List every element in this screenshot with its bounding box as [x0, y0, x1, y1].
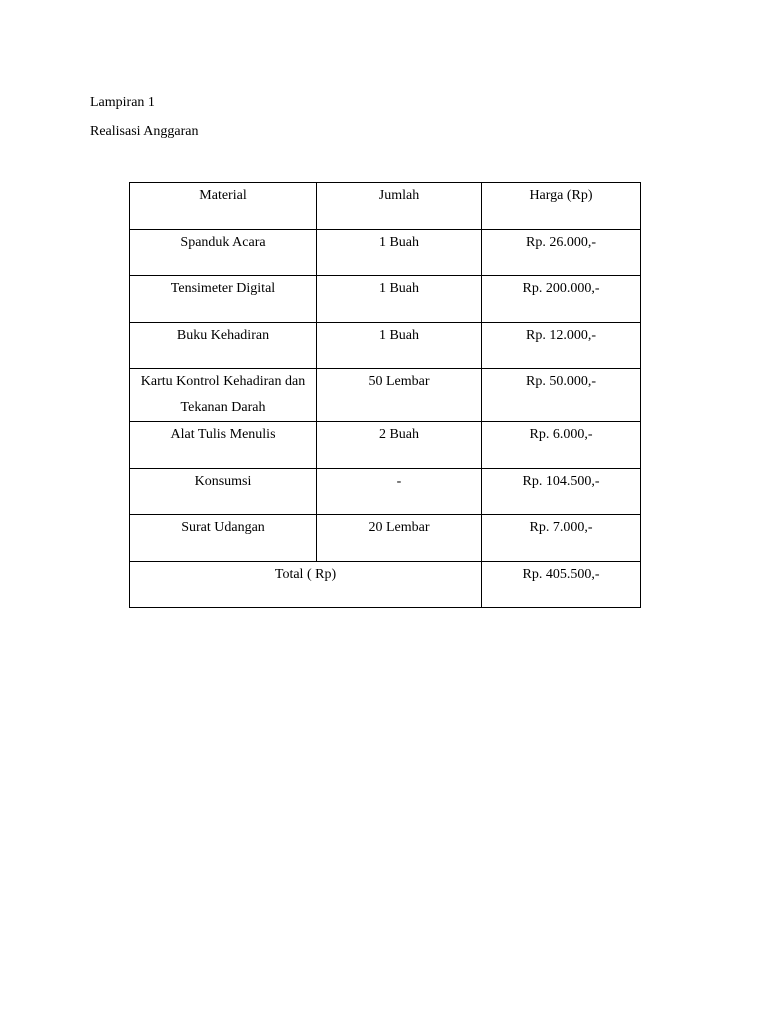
cell-jumlah: 50 Lembar: [317, 369, 482, 422]
header-jumlah: Jumlah: [317, 183, 482, 230]
table-row: [130, 276, 641, 323]
total-value: Rp. 405.500,-: [482, 561, 641, 608]
cell-material: Tensimeter Digital: [130, 276, 317, 323]
cell-jumlah: 2 Buah: [317, 422, 482, 469]
cell-jumlah: 20 Lembar: [317, 515, 482, 562]
total-label: Total ( Rp): [130, 561, 482, 608]
total-row: [130, 561, 641, 608]
cell-jumlah: -: [317, 468, 482, 515]
attachment-heading: Lampiran 1: [90, 95, 155, 110]
cell-harga: Rp. 7.000,-: [482, 515, 641, 562]
cell-harga: Rp. 6.000,-: [482, 422, 641, 469]
cell-harga: Rp. 12.000,-: [482, 322, 641, 369]
table-header-row: [130, 183, 641, 230]
table-row: [130, 369, 641, 422]
header-harga: Harga (Rp): [482, 183, 641, 230]
table-row: [130, 322, 641, 369]
cell-material: Spanduk Acara: [130, 229, 317, 276]
table-row: [130, 422, 641, 469]
cell-harga: Rp. 104.500,-: [482, 468, 641, 515]
budget-table: [129, 182, 641, 608]
cell-jumlah: 1 Buah: [317, 276, 482, 323]
cell-material: Buku Kehadiran: [130, 322, 317, 369]
table-row: [130, 515, 641, 562]
cell-harga: Rp. 200.000,-: [482, 276, 641, 323]
document-title: Realisasi Anggaran: [90, 124, 199, 139]
cell-jumlah: 1 Buah: [317, 322, 482, 369]
cell-harga: Rp. 26.000,-: [482, 229, 641, 276]
cell-material: Konsumsi: [130, 468, 317, 515]
cell-jumlah: 1 Buah: [317, 229, 482, 276]
cell-harga: Rp. 50.000,-: [482, 369, 641, 422]
cell-material: Alat Tulis Menulis: [130, 422, 317, 469]
cell-material: Surat Udangan: [130, 515, 317, 562]
header-material: Material: [130, 183, 317, 230]
cell-material: Kartu Kontrol Kehadiran dan Tekanan Darah: [130, 369, 317, 422]
table-row: [130, 229, 641, 276]
table-row: [130, 468, 641, 515]
